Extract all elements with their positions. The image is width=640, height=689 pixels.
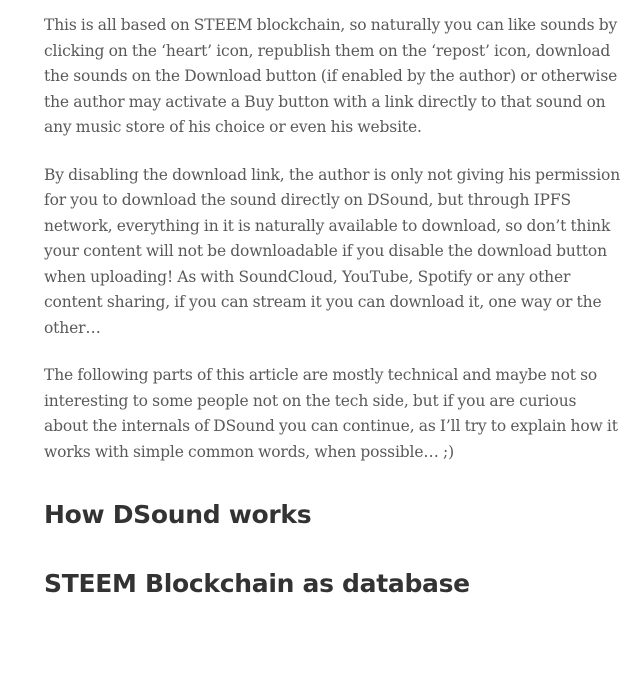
heading-steem-blockchain-database: STEEM Blockchain as database xyxy=(44,569,470,598)
heading-how-dsound-works: How DSound works xyxy=(44,500,312,529)
paragraph-download-link: By disabling the download link, the author is only not giving his permission for you to download the sound directly on DSound, but through IPFS network, everything in it is naturally available to download, so don’t think your content will not be downloadable if you disable the download button when uploading! As with SoundCloud, YouTube, Spotify or any other content sharing, if you can stream it you can download it, one way or the other… xyxy=(44,165,621,337)
paragraph-technical-intro: The following parts of this article are mostly technical and maybe not so interesting to some people not on the tech side, but if you are curious about the internals of DSound you can continue, as I’ll try to explain how it works with simple common words, when possible… ;) xyxy=(44,366,618,461)
paragraph-steem-actions: This is all based on STEEM blockchain, so naturally you can like sounds by clicking on the ‘heart’ icon, republish them on the ‘repost’ icon, download the sounds on the Download button (if enabled by the author) or otherwise the author may activate a Buy button with a link directly to that sound on any music store of his choice or even his website. xyxy=(44,16,618,136)
article-body xyxy=(44,13,624,598)
